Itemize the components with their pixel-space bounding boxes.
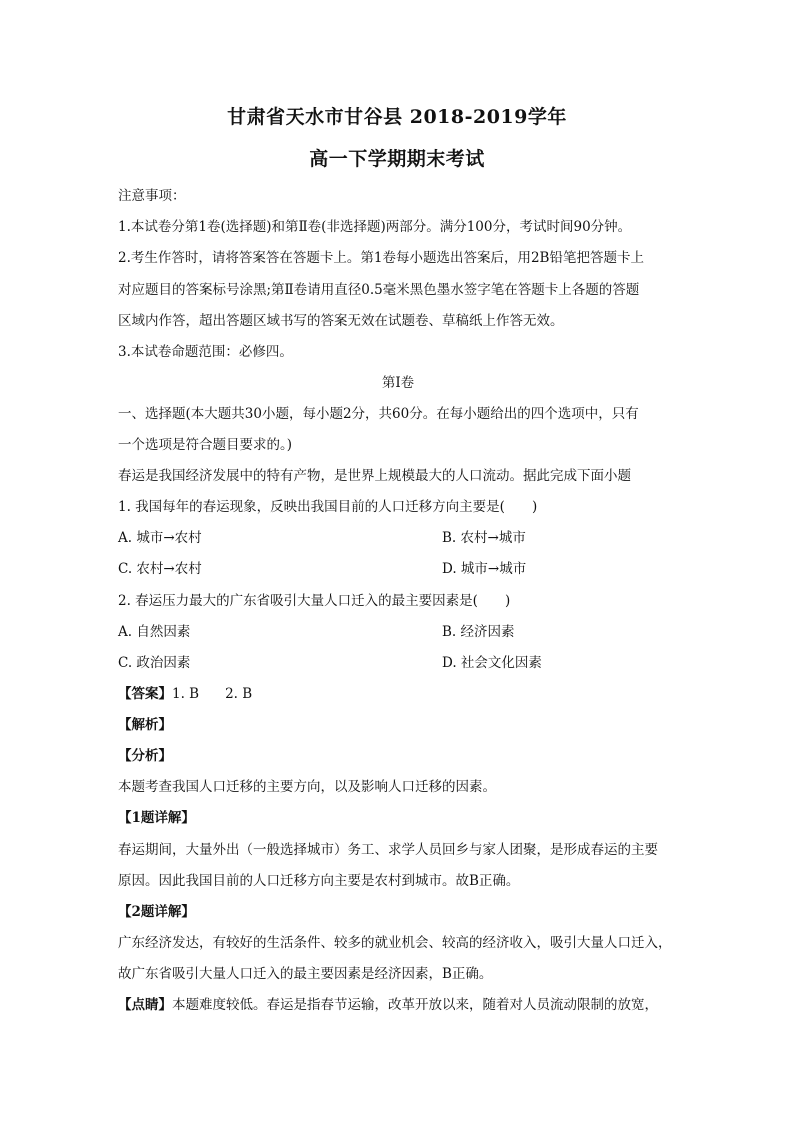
question-1-option-b: B. 农村→城市 [442, 530, 526, 546]
answer-2: 2. B [225, 686, 253, 702]
detail-1-heading: 【1题详解】 [118, 810, 195, 826]
question-1-option-a: A. 城市→农村 [118, 530, 202, 546]
notice-heading: 注意事项： [118, 188, 186, 204]
section-title: 第Ⅰ卷 [381, 375, 415, 391]
material-text: 春运是我国经济发展中的特有产物，是世界上规模最大的人口流动。据此完成下面小题 [118, 468, 631, 484]
question-2-option-a: A. 自然因素 [118, 624, 191, 640]
answer-label: 【答案】 [118, 686, 172, 702]
detail-1-line-2: 原因。因此我国目前的人口迁移方向主要是农村到城市。故B正确。 [118, 873, 520, 889]
part-1-instructions-line-1: 一、选择题(本大题共30小题，每小题2分，共60分。在每小题给出的四个选项中，只有 [118, 406, 639, 422]
key-point-line [118, 995, 678, 1015]
detail-2-heading: 【2题详解】 [118, 904, 195, 920]
question-1-stem: 1. 我国每年的春运现象，反映出我国目前的人口迁移方向主要是( ) [118, 499, 538, 515]
notice-item-3: 3.本试卷命题范围：必修四。 [118, 344, 293, 360]
breakdown-text: 本题考查我国人口迁移的主要方向，以及影响人口迁移的因素。 [118, 779, 496, 795]
question-2-stem: 2. 春运压力最大的广东省吸引大量人口迁入的最主要因素是( ) [118, 593, 511, 609]
question-1-option-c: C. 农村→农村 [118, 561, 202, 577]
answer-1: 1. B [172, 686, 200, 702]
page-title-line-2: 高一下学期期末考试 [309, 148, 485, 170]
notice-item-2-line-2: 对应题目的答案标号涂黑;第Ⅱ卷请用直径0.5毫米黑色墨水签字笔在答题卡上各题的答题 [118, 282, 640, 298]
question-2-option-c: C. 政治因素 [118, 655, 191, 671]
answer-line [118, 684, 678, 704]
question-2-option-b: B. 经济因素 [442, 624, 515, 640]
notice-item-2-line-3: 区域内作答，超出答题区域书写的答案无效在试题卷、草稿纸上作答无效。 [118, 313, 564, 329]
notice-item-1: 1.本试卷分第1卷(选择题)和第Ⅱ卷(非选择题)两部分。满分100分，考试时间90分钟。 [118, 219, 632, 235]
question-1-option-d: D. 城市→城市 [442, 561, 527, 577]
part-1-instructions-line-2: 一个选项是符合题目要求的。) [118, 437, 293, 453]
key-point-label: 【点睛】 [118, 997, 172, 1013]
key-point-text: 本题难度较低。春运是指春节运输，改革开放以来，随着对人员流动限制的放宽， [172, 997, 658, 1013]
detail-2-line-2: 故广东省吸引大量人口迁入的最主要因素是经济因素，B正确。 [118, 966, 493, 982]
page-title-line-1: 甘肃省天水市甘谷县 2018-2019学年 [227, 106, 567, 128]
analysis-heading: 【解析】 [118, 717, 172, 733]
question-2-option-d: D. 社会文化因素 [442, 655, 542, 671]
notice-item-2-line-1: 2.考生作答时，请将答案答在答题卡上。第1卷每小题选出答案后，用2B铅笔把答题卡上 [118, 250, 644, 266]
detail-1-line-1: 春运期间，大量外出（一般选择城市）务工、求学人员回乡与家人团聚，是形成春运的主要 [118, 842, 658, 858]
breakdown-heading: 【分析】 [118, 748, 172, 764]
detail-2-line-1: 广东经济发达，有较好的生活条件、较多的就业机会、较高的经济收入，吸引大量人口迁入， [118, 935, 672, 951]
